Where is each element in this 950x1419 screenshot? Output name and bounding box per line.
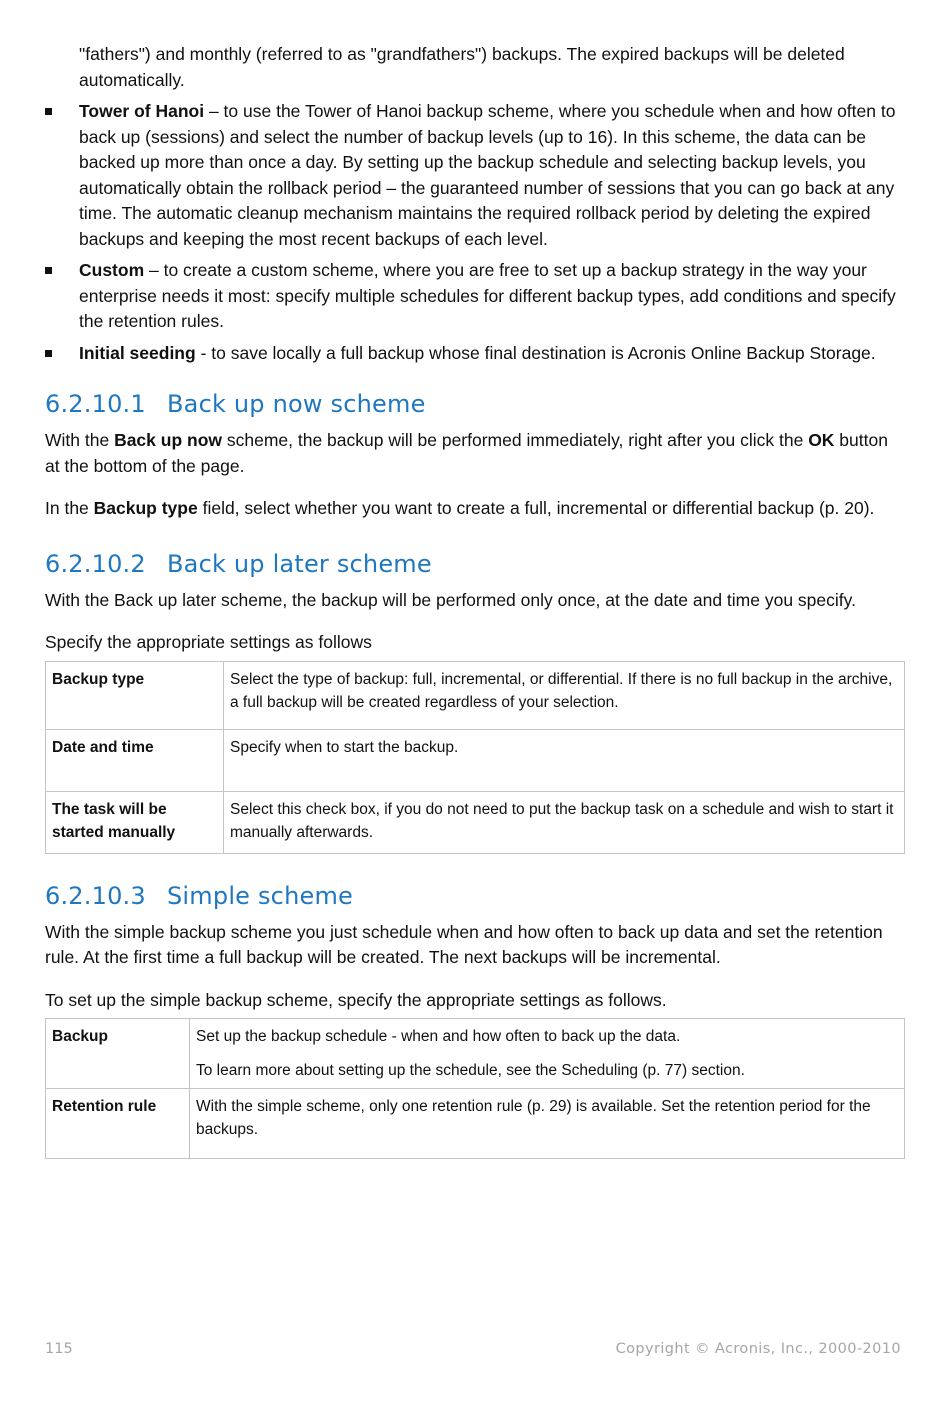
bullet-text: - to save locally a full backup whose final destination is Acronis Online Backup Storage. [195,342,876,363]
setting-description-line: Set up the backup schedule - when and how often to back up the data. [196,1028,681,1045]
section-heading-simple [45,882,905,910]
bullet-term: Tower of Hanoi [79,101,205,121]
setting-label: Backup [46,1019,190,1089]
setting-description [190,1019,905,1089]
table-row [46,661,905,729]
list-item [45,341,905,367]
bullet-square-icon [45,267,52,274]
page-content [45,42,905,1159]
bullet-term: Custom [79,260,145,280]
back-up-later-intro: Specify the appropriate settings as follows [45,632,372,652]
table-row [46,729,905,791]
bullet-text: – to create a custom scheme, where you are free to set up a backup strategy in the way your enterprise needs it most: specify multiple schedules for different backup types, add conditions and specify the retention rules. [79,260,896,331]
bullet-text: – to use the Tower of Hanoi backup scheme, where you schedule when and how often to back up (sessions) and select the number of backup levels (up to 16). In this scheme, the data can be backed up more than once a day. By setting up the backup schedule and selecting backup levels, you automatically obtain the rollback period – the guaranteed number of sessions that you can go back at any time. The automatic cleanup mechanism maintains the required rollback period by deleting the expired backups and keeping the most recent backups of each level. [79,101,896,249]
table-row [46,1019,905,1089]
section-title: Back up now scheme [167,390,426,418]
setting-label: Date and time [46,729,224,791]
setting-description-line: To learn more about setting up the schedule, see the Scheduling (p. 77) section. [196,1062,745,1079]
setting-description: Specify when to start the backup. [224,729,905,791]
simple-scheme-paragraph: With the simple backup scheme you just schedule when and how often to back up data and set the retention rule. At the first time a full backup will be created. The next backups will be incremental. [45,921,883,967]
setting-label: Retention rule [46,1089,190,1159]
simple-scheme-intro: To set up the simple backup scheme, specify the appropriate settings as follows. [45,989,667,1010]
section-title: Simple scheme [167,881,353,910]
setting-label: Backup type [46,661,224,729]
scheme-list [45,99,905,366]
section-heading-back-up-later [45,550,905,578]
section-number: 6.2.10.3 [45,881,146,910]
section-heading-back-up-now [45,390,905,418]
bullet-term: Initial seeding [79,342,196,363]
setting-description: With the simple scheme, only one retention rule (p. 29) is available. Set the retention period for the backups. [190,1089,905,1159]
list-item [45,99,905,252]
back-up-now-paragraph-2: In the Backup type field, select whether you want to create a full, incremental or differential backup (p. 20). [45,498,875,518]
bullet-square-icon [45,108,52,115]
section-number: 6.2.10.1 [45,390,146,418]
table-row [46,791,905,853]
setting-description: Select this check box, if you do not need to put the backup task on a schedule and wish to start it manually afterwards. [224,791,905,853]
list-item [45,258,905,335]
page-number: 115 [45,1341,73,1357]
back-up-later-settings-table [45,661,905,854]
table-row [46,1089,905,1159]
copyright-notice: Copyright © Acronis, Inc., 2000-2010 [615,1341,901,1357]
back-up-now-paragraph-1: With the Back up now scheme, the backup will be performed immediately, right after you click the OK button at the bottom of the page. [45,430,888,476]
intro-continuation: "fathers") and monthly (referred to as "grandfathers") backups. The expired backups will be deleted automatically. [79,44,845,90]
setting-label: The task will be started manually [46,791,224,853]
bullet-square-icon [45,350,52,357]
simple-scheme-settings-table [45,1018,905,1159]
setting-description: Select the type of backup: full, incremental, or differential. If there is no full backup in the archive, a full backup will be created regardless of your selection. [224,661,905,729]
section-title: Back up later scheme [167,549,432,578]
section-number: 6.2.10.2 [45,549,146,578]
back-up-later-paragraph: With the Back up later scheme, the backup will be performed only once, at the date and time you specify. [45,589,856,610]
